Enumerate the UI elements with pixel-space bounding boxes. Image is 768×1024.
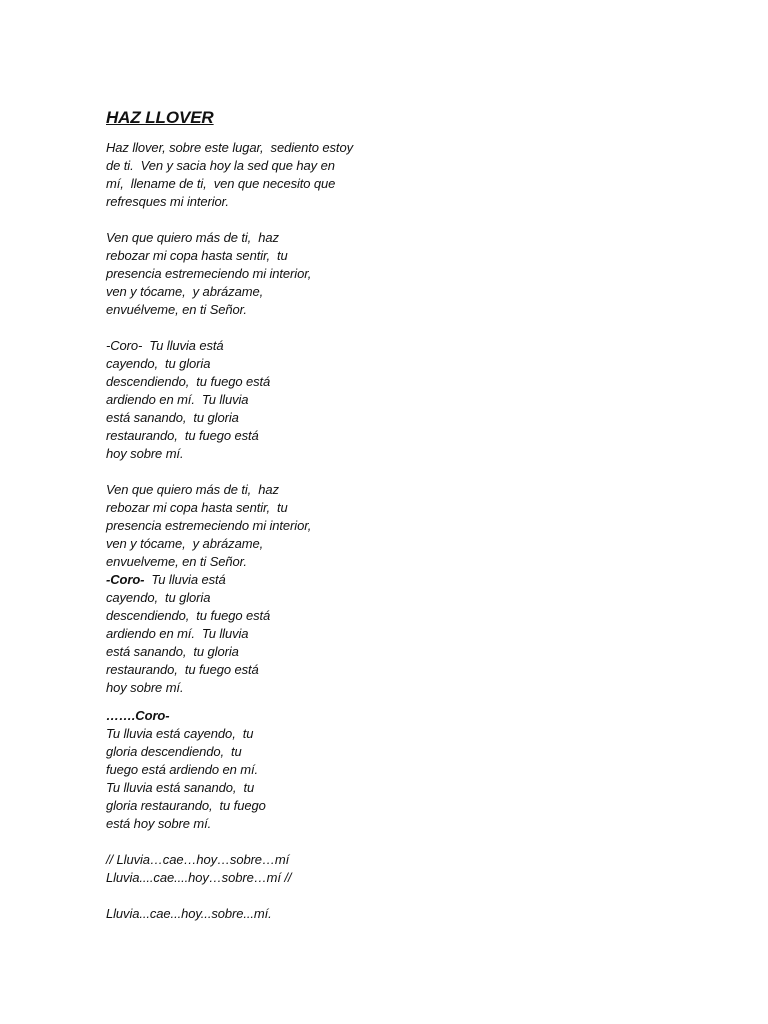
chorus-2-lead-line: [106, 571, 526, 589]
chorus-line: está hoy sobre mí.: [106, 816, 212, 831]
chorus-line-rest: Tu lluvia está: [144, 572, 226, 587]
chorus-line: gloria descendiendo, tu: [106, 744, 242, 759]
chorus-line: descendiendo, tu fuego está: [106, 374, 271, 389]
chorus-label: …….Coro-: [106, 708, 170, 723]
verse-line: de ti. Ven y sacia hoy la sed que hay en: [106, 158, 335, 173]
verse-1: [106, 139, 526, 211]
verse-line: rebozar mi copa hasta sentir, tu: [106, 248, 288, 263]
verse-line: ven y tócame, y abrázame,: [106, 536, 264, 551]
outro-line: Lluvia...cae...hoy...sobre...mí.: [106, 906, 272, 921]
outro-repeat: [106, 851, 526, 887]
chorus-line: hoy sobre mí.: [106, 446, 184, 461]
chorus-line: está sanando, tu gloria: [106, 410, 239, 425]
verse-line: Ven que quiero más de ti, haz: [106, 230, 279, 245]
chorus-line: Tu lluvia está sanando, tu: [106, 780, 255, 795]
chorus-line: fuego está ardiendo en mí.: [106, 762, 259, 777]
chorus-line: está sanando, tu gloria: [106, 644, 239, 659]
outro-line: Lluvia....cae....hoy…sobre…mí //: [106, 870, 292, 885]
chorus-line: restaurando, tu fuego está: [106, 662, 259, 677]
chorus-line: cayendo, tu gloria: [106, 356, 211, 371]
chorus-line: gloria restaurando, tu fuego: [106, 798, 266, 813]
verse-line: envuelveme, en ti Señor.: [106, 554, 247, 569]
chorus-line: -Coro- Tu lluvia está: [106, 338, 224, 353]
chorus-line: descendiendo, tu fuego está: [106, 608, 271, 623]
chorus-line: ardiendo en mí. Tu lluvia: [106, 392, 249, 407]
outro-final: [106, 905, 526, 923]
chorus-line: Tu lluvia está cayendo, tu: [106, 726, 254, 741]
chorus-line: restaurando, tu fuego está: [106, 428, 259, 443]
verse-line: rebozar mi copa hasta sentir, tu: [106, 500, 288, 515]
verse-line: Ven que quiero más de ti, haz: [106, 482, 279, 497]
verse-line: Haz llover, sobre este lugar, sediento estoy: [106, 140, 353, 155]
verse-2: [106, 229, 526, 319]
verse-line: presencia estremeciendo mi interior,: [106, 518, 312, 533]
chorus-3: [106, 707, 526, 833]
verse-line: ven y tócame, y abrázame,: [106, 284, 264, 299]
verse-line: mí, llename de ti, ven que necesito que: [106, 176, 336, 191]
chorus-line: ardiendo en mí. Tu lluvia: [106, 626, 249, 641]
verse-3-with-chorus: [106, 481, 526, 697]
song-title: HAZ LLOVER: [106, 108, 214, 127]
outro-line: // Lluvia…cae…hoy…sobre…mí: [106, 852, 290, 867]
verse-line: envuélveme, en ti Señor.: [106, 302, 247, 317]
verse-line: presencia estremeciendo mi interior,: [106, 266, 312, 281]
chorus-1: [106, 337, 526, 463]
chorus-line: cayendo, tu gloria: [106, 590, 211, 605]
lyrics-page: [106, 107, 526, 941]
chorus-label: -Coro-: [106, 572, 145, 587]
chorus-line: hoy sobre mí.: [106, 680, 184, 695]
verse-line: refresques mi interior.: [106, 194, 229, 209]
